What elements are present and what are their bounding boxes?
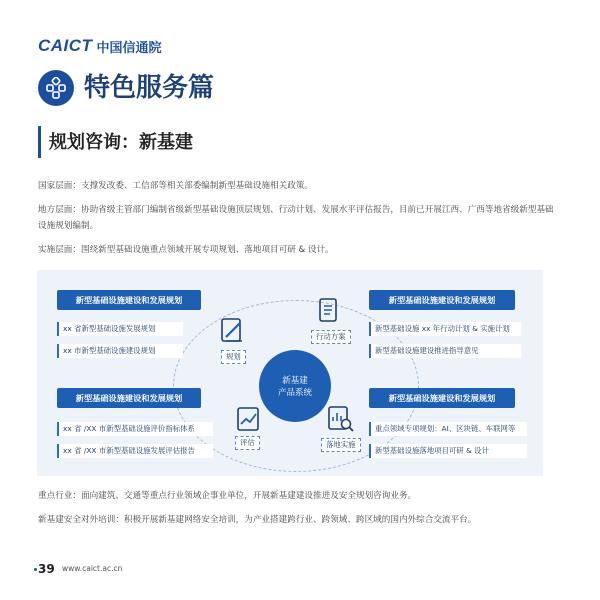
hub-line-2: 产品系统 [277,388,312,398]
edit-document-icon [219,316,247,346]
paragraph-text: 面向建筑、交通等重点行业领域企事业单位，开展新基建建设推进及安全规划咨询业务。 [80,491,417,501]
list-item: 重点领域专项规划：AI、区块链、车联网等 [369,422,527,436]
paragraph-text: 围绕新型基础设施重点领域开展专项规划、落地项目可研 & 设计。 [80,245,334,255]
paragraph-label: 新基建安全对外培训： [38,515,124,525]
paragraph-label: 重点行业： [38,491,81,501]
document-list-icon [315,296,343,326]
box-header-bottom-left: 新型基础设施建设和发展规划 [57,388,201,408]
subtitle-accent-bar [38,126,41,158]
paragraph-text: 积极开展新基建网络安全培训，为产业搭建跨行业、跨领域、跨区域的国内外综合交流平台。 [123,515,477,525]
box-header-top-left: 新型基础设施建设和发展规划 [57,290,201,310]
paragraph-training [38,512,558,528]
section-title: 特色服务篇 [84,73,215,103]
paragraph-text: 支撑发改委、工信部等相关部委编制新型基础设施相关政策。 [80,181,314,191]
box-header-bottom-right: 新型基础设施建设和发展规划 [369,388,515,408]
paragraph-label: 地方层面： [38,205,81,215]
list-item: xx 市新型基础设施建设规划 [57,344,183,358]
subtitle: 规划咨询：新基建 [49,132,193,153]
logo-text-en: CAICT [38,36,93,55]
list-item: xx 省 /XX 市新型基础设施发展评估报告 [57,444,213,458]
page-number: 39 [38,562,55,576]
service-grid-icon [38,70,74,106]
paragraph-implementation [38,242,558,258]
magnifier-report-icon [327,404,355,434]
list-item: xx 省 /XX 市新型基础设施评价指标体系 [57,422,213,436]
list-item: 新型基础设施落地项目可研 & 设计 [369,444,527,458]
hub-circle [259,350,331,422]
caict-logo [38,36,161,56]
paragraph-label: 实施层面： [38,245,81,255]
paragraph-label: 国家层面： [38,181,81,191]
paragraph-local [38,202,558,234]
paragraph-key-industry [38,488,558,504]
new-infrastructure-diagram [37,270,543,476]
hub-line-1: 新基建 [282,376,308,386]
paragraph-text: 协助省级主管部门编制省级新型基础设施顶层规划、行动计划、发展水平评估报告，目前已开展江西、广西等地省级新型基础设施规划编制。 [38,205,554,231]
tag-implementation: 落地实施 [321,438,361,452]
tag-evaluation: 评估 [235,436,260,450]
footer-url: www.caict.ac.cn [62,564,123,573]
list-item: xx 省新型基础设施发展规划 [57,322,183,336]
paragraph-national [38,178,558,194]
list-item: 新型基础设施建设推进指导意见 [369,344,521,358]
tag-action-plan: 行动方案 [311,330,351,344]
list-item: 新型基础设施 xx 年行动计划 & 实施计划 [369,322,521,336]
tag-plan: 规划 [221,350,246,364]
growth-chart-icon [235,404,263,434]
box-header-top-right: 新型基础设施建设和发展规划 [369,290,515,310]
logo-text-cn: 中国信通院 [96,40,162,56]
footer-dot [34,568,37,571]
